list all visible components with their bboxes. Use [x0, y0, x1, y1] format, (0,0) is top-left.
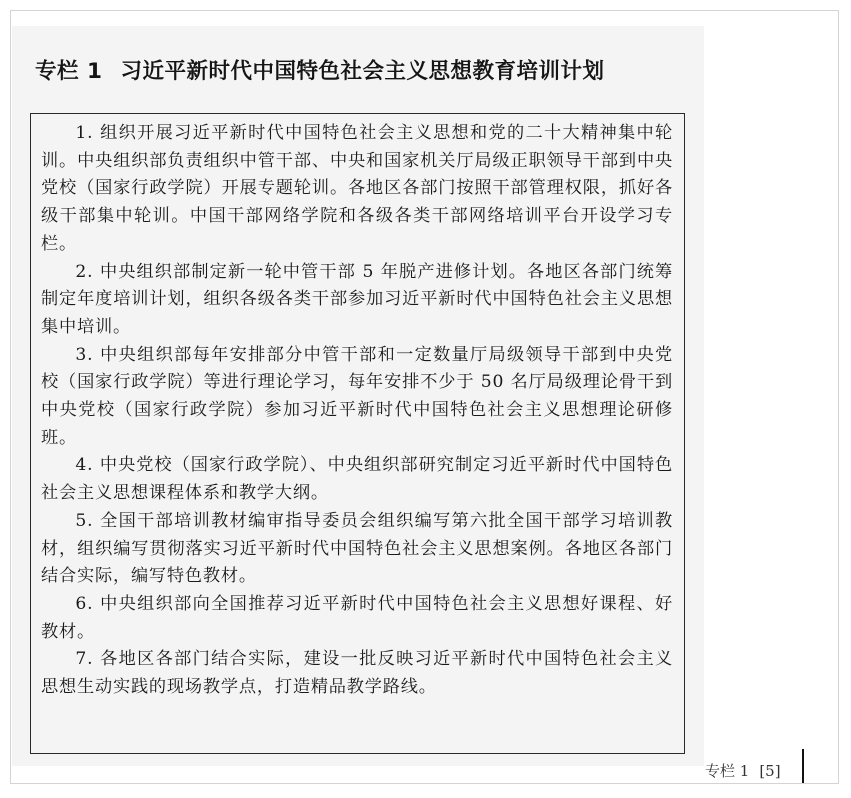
paragraph-3: 3. 中央组织部每年安排部分中管干部和一定数量厅局级领导干部到中央党校（国家行政学院）等进行理论学习，每年安排不少于 50 名厅局级理论骨干到中央党校（国家行政学院）参加习近平新时代中国特色社会主义思想理论研修班。 — [41, 344, 673, 448]
text-cursor — [802, 749, 804, 783]
content-box — [30, 113, 685, 754]
paragraph-4: 4. 中央党校（国家行政学院）、中央组织部研究制定习近平新时代中国特色社会主义思想课程体系和教学大纲。 — [41, 455, 673, 504]
box-title-number: 专栏 1 — [35, 59, 103, 84]
paragraph-5: 5. 全国干部培训教材编审指导委员会组织编写第六批全国干部学习培训教材，组织编写贯彻落实习近平新时代中国特色社会主义思想案例。各地区各部门结合实际，编写特色教材。 — [41, 510, 673, 587]
paragraph-6: 6. 中央组织部向全国推荐习近平新时代中国特色社会主义思想好课程、好教材。 — [41, 593, 673, 642]
footer-label: 专栏 1 — [705, 762, 750, 780]
paragraph-1: 1. 组织开展习近平新时代中国特色社会主义思想和党的二十大精神集中轮训。中央组织部负责组织中管干部、中央和国家机关厅局级正职领导干部到中央党校（国家行政学院）开展专题轮训。各地区各部门按照干部管理权限，抓好各级干部集中轮训。中国干部网络学院和各级各类干部网络培训平台开设学习专栏。 — [41, 123, 673, 254]
box-content — [41, 120, 673, 702]
box-title — [35, 52, 695, 92]
box-title-text: 习近平新时代中国特色社会主义思想教育培训计划 — [120, 59, 605, 84]
footer-reference[interactable]: [5] — [759, 762, 781, 780]
paragraph-7: 7. 各地区各部门结合实际，建设一批反映习近平新时代中国特色社会主义思想生动实践的现场教学点，打造精品教学路线。 — [41, 649, 673, 698]
paragraph-2: 2. 中央组织部制定新一轮中管干部 5 年脱产进修计划。各地区各部门统筹制定年度培训计划，组织各级各类干部参加习近平新时代中国特色社会主义思想集中培训。 — [41, 261, 673, 337]
footer-caption — [705, 756, 781, 786]
